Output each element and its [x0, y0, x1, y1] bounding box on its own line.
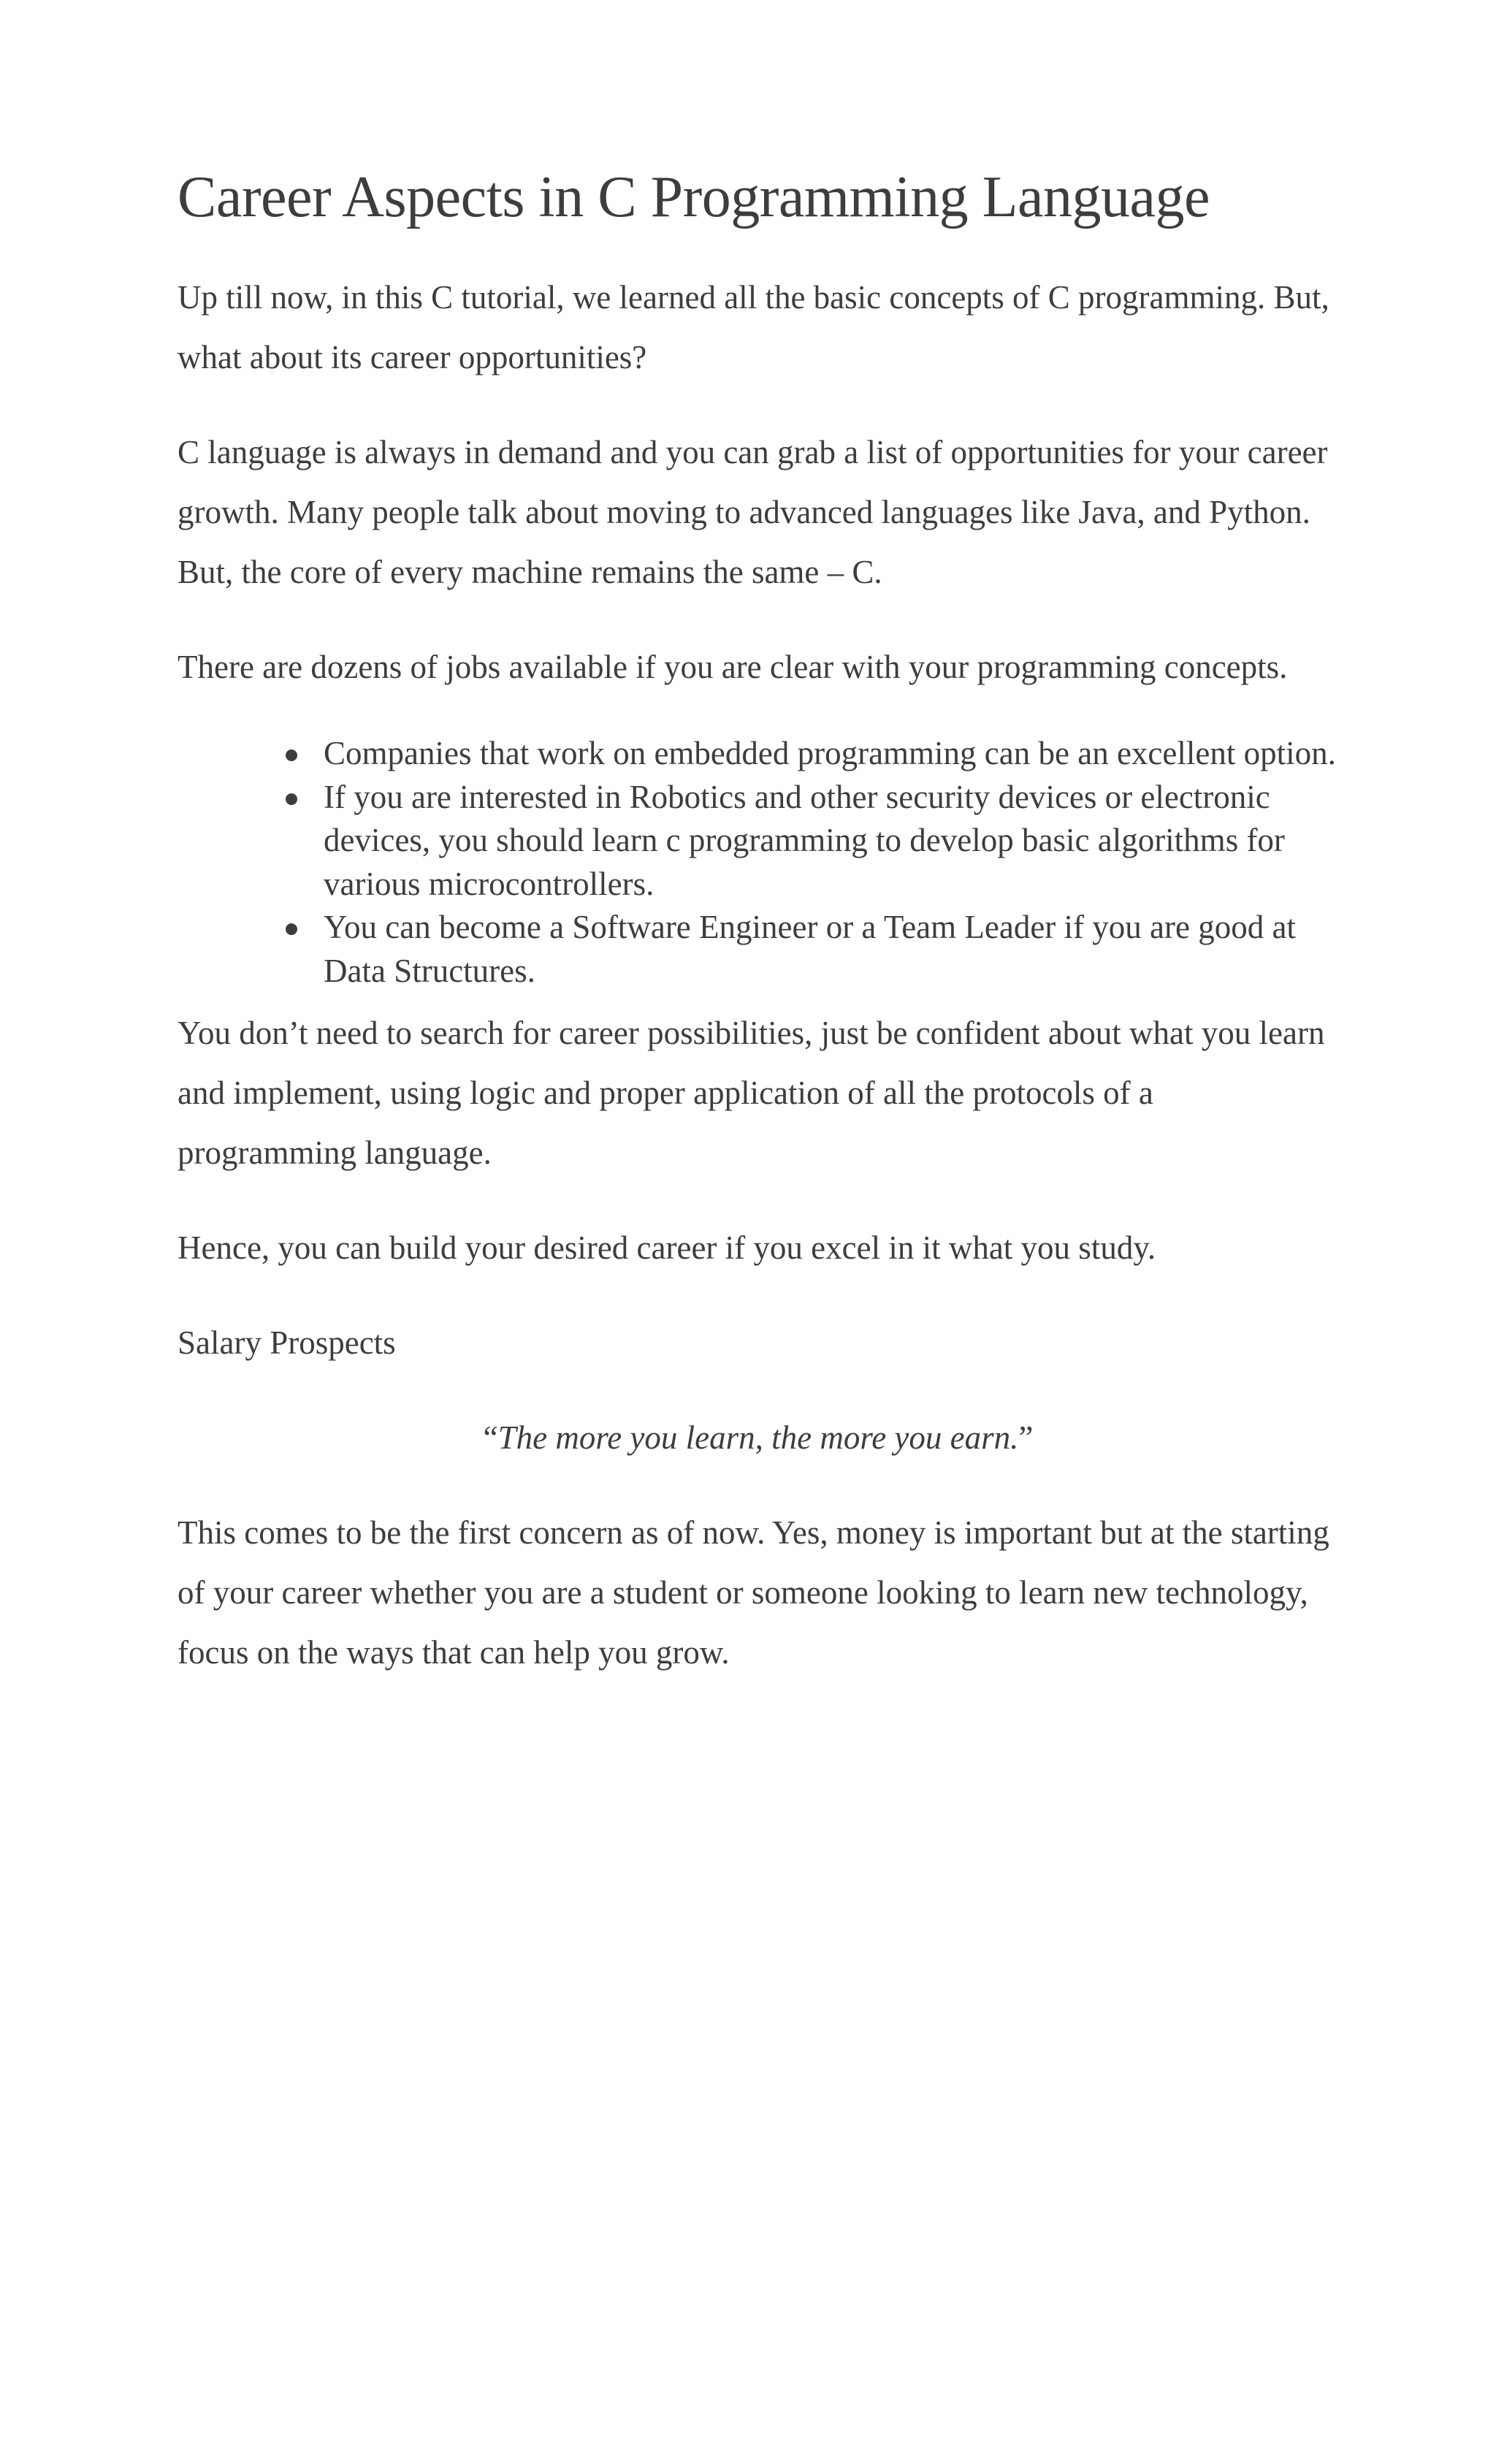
- jobs-paragraph: There are dozens of jobs available if you are clear with your programming concepts.: [178, 649, 1288, 685]
- article: [178, 162, 1339, 1717]
- career-options-list: [178, 732, 1339, 993]
- page-title: Career Aspects in C Programming Language: [178, 165, 1210, 229]
- confidence-paragraph: You don’t need to search for career possibilities, just be confident about what you learn and implement, using logic and proper application of all the protocols of a programming language.: [178, 1015, 1325, 1171]
- list-item: You can become a Software Engineer or a Team Leader if you are good at Data Structures.: [324, 906, 1339, 993]
- quote-close-mark: ”: [1018, 1419, 1034, 1456]
- demand-paragraph: C language is always in demand and you can grab a list of opportunities for your career growth. Many people talk about moving to advanced languages like Java, and Python. But, the core of every machine remains the same – C.: [178, 434, 1328, 590]
- intro-paragraph: Up till now, in this C tutorial, we learned all the basic concepts of C programming. But, what about its career opportunities?: [178, 279, 1329, 375]
- quote-text: The more you learn, the more you earn.: [497, 1419, 1019, 1456]
- quote-open-mark: “: [483, 1419, 498, 1456]
- conclusion-paragraph: Hence, you can build your desired career if you excel in it what you study.: [178, 1229, 1156, 1266]
- salary-quote: [178, 1408, 1339, 1468]
- list-item: If you are interested in Robotics and other security devices or electronic devices, you should learn c programming to develop basic algorithms for various microcontrollers.: [324, 776, 1339, 907]
- list-item: Companies that work on embedded programming can be an excellent option.: [324, 732, 1339, 776]
- salary-paragraph: This comes to be the first concern as of now. Yes, money is important but at the starting of your career whether you are a student or someone looking to learn new technology, focus on the ways that can help you grow.: [178, 1514, 1329, 1671]
- salary-subheading: Salary Prospects: [178, 1324, 396, 1361]
